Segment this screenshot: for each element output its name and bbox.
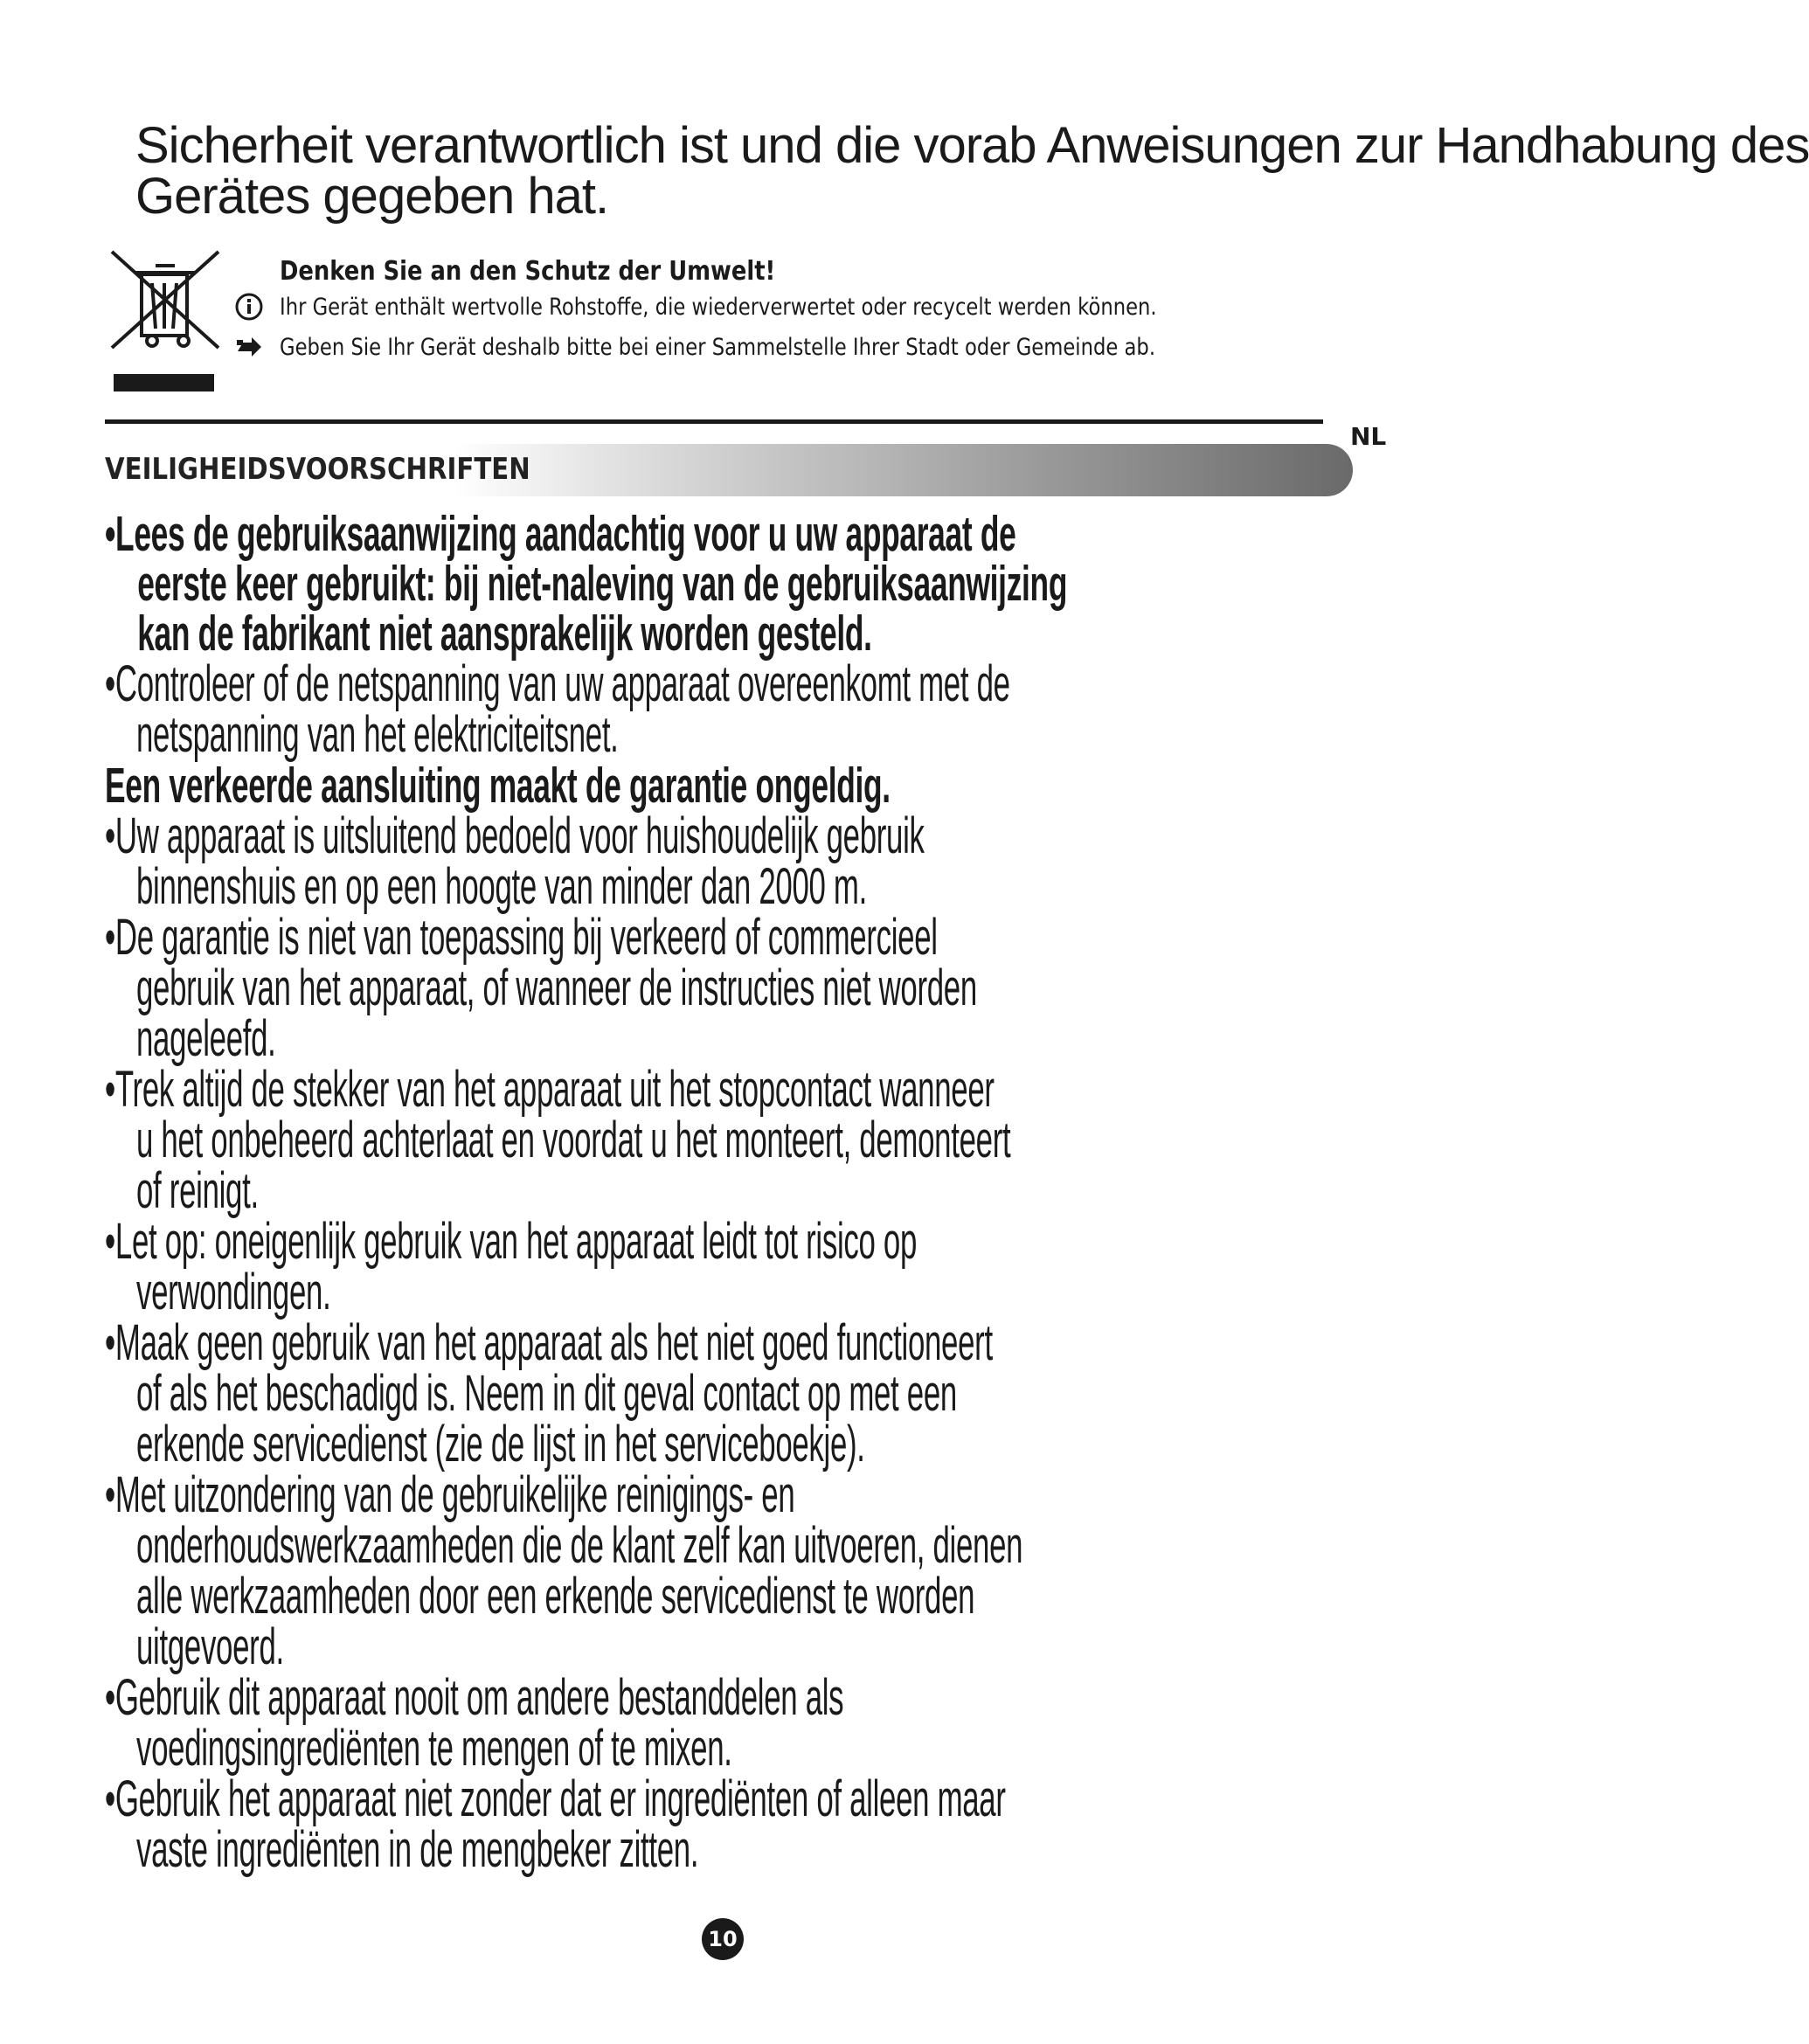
item-line: netspanning van het elektriciteitsnet. xyxy=(136,706,619,763)
item-line: •Uw apparaat is uitsluitend bedoeld voor huishoudelijk gebruik xyxy=(105,807,925,864)
list-item xyxy=(105,1213,1363,1320)
list-item xyxy=(105,1061,1363,1219)
list-item xyxy=(105,909,1363,1067)
environment-title: Denken Sie an den Schutz der Umwelt! xyxy=(280,256,776,287)
item-line: eerste keer gebruikt: bij niet-naleving van de gebruiksaanwijzing xyxy=(137,556,1068,612)
section-divider xyxy=(105,419,1323,424)
item-line: gebruik van het apparaat, of wanneer de instructies niet worden xyxy=(136,960,977,1016)
warranty-warning xyxy=(105,758,1363,814)
intro-line: Gerätes gegeben hat. xyxy=(135,168,609,225)
section-title: VEILIGHEIDSVOORSCHRIFTEN xyxy=(105,452,530,487)
intro-text xyxy=(135,117,1809,225)
list-item xyxy=(105,1466,1363,1675)
list-item xyxy=(105,807,1363,915)
item-line: voedingsingrediënten te mengen of te mixen. xyxy=(136,1720,732,1777)
item-line: of reinigt. xyxy=(136,1162,259,1219)
language-tag: NL xyxy=(1350,422,1387,451)
item-line: u het onbeheerd achterlaat en voordat u het monteert, demonteert xyxy=(136,1112,1011,1168)
page-number: 10 xyxy=(702,1918,744,1960)
item-line: •Controleer of de netspanning van uw apparaat overeenkomt met de xyxy=(105,655,1010,712)
item-line: kan de fabrikant niet aansprakelijk worden gesteld. xyxy=(137,606,872,662)
item-line: vaste ingrediënten in de mengbeker zitten. xyxy=(136,1821,699,1878)
safety-list xyxy=(105,506,1363,1878)
environment-info-row xyxy=(234,292,1324,322)
item-line: •Let op: oneigenlijk gebruik van het apparaat leidt tot risico op xyxy=(105,1213,918,1270)
item-line: •Maak geen gebruik van het apparaat als het niet goed functioneert xyxy=(105,1314,993,1371)
item-line: nageleefd. xyxy=(136,1010,276,1067)
item-line: of als het beschadigd is. Neem in dit geval contact op met een xyxy=(136,1365,957,1422)
item-line: •Gebruik dit apparaat nooit om andere bestanddelen als xyxy=(105,1669,844,1726)
environment-line: Geben Sie Ihr Gerät deshalb bitte bei einer Sammelstelle Ihrer Stadt oder Gemeinde ab. xyxy=(280,333,1156,361)
list-item xyxy=(105,1770,1363,1878)
environment-action-row xyxy=(234,332,1322,362)
item-line: •Trek altijd de stekker van het apparaat uit het stopcontact wanneer xyxy=(105,1061,995,1118)
environment-line: Ihr Gerät enthält wertvolle Rohstoffe, die wiederverwertet oder recycelt werden können. xyxy=(280,293,1157,321)
item-line: •Gebruik het apparaat niet zonder dat er ingrediënten of alleen maar xyxy=(105,1770,1006,1827)
list-item xyxy=(105,1314,1363,1472)
item-line: verwondingen. xyxy=(136,1264,331,1320)
intro-line: Sicherheit verantwortlich ist und die vorab Anweisungen zur Handhabung des xyxy=(135,117,1809,174)
item-line: •Met uitzondering van de gebruikelijke reinigings- en xyxy=(105,1466,795,1523)
item-line: binnenshuis en op een hoogte van minder dan 2000 m. xyxy=(136,858,867,915)
info-icon xyxy=(234,292,264,322)
item-line: Een verkeerde aansluiting maakt de garantie ongeldig. xyxy=(105,758,891,814)
item-line: onderhoudswerkzaamheden die de klant zelf kan uitvoeren, dienen xyxy=(136,1517,1023,1574)
list-item xyxy=(105,655,1363,763)
item-line: •Lees de gebruiksaanwijzing aandachtig voor u uw apparaat de xyxy=(105,506,1016,562)
arrow-icon xyxy=(234,332,264,362)
list-item xyxy=(105,506,1363,662)
item-line: erkende servicedienst (zie de lijst in het serviceboekje). xyxy=(136,1416,865,1472)
item-line: uitgevoerd. xyxy=(136,1618,284,1675)
list-item xyxy=(105,1669,1363,1777)
crossed-out-bin-icon xyxy=(105,243,236,396)
item-line: alle werkzaamheden door een erkende servicedienst te worden xyxy=(136,1568,975,1625)
item-line: •De garantie is niet van toepassing bij verkeerd of commercieel xyxy=(105,909,938,966)
